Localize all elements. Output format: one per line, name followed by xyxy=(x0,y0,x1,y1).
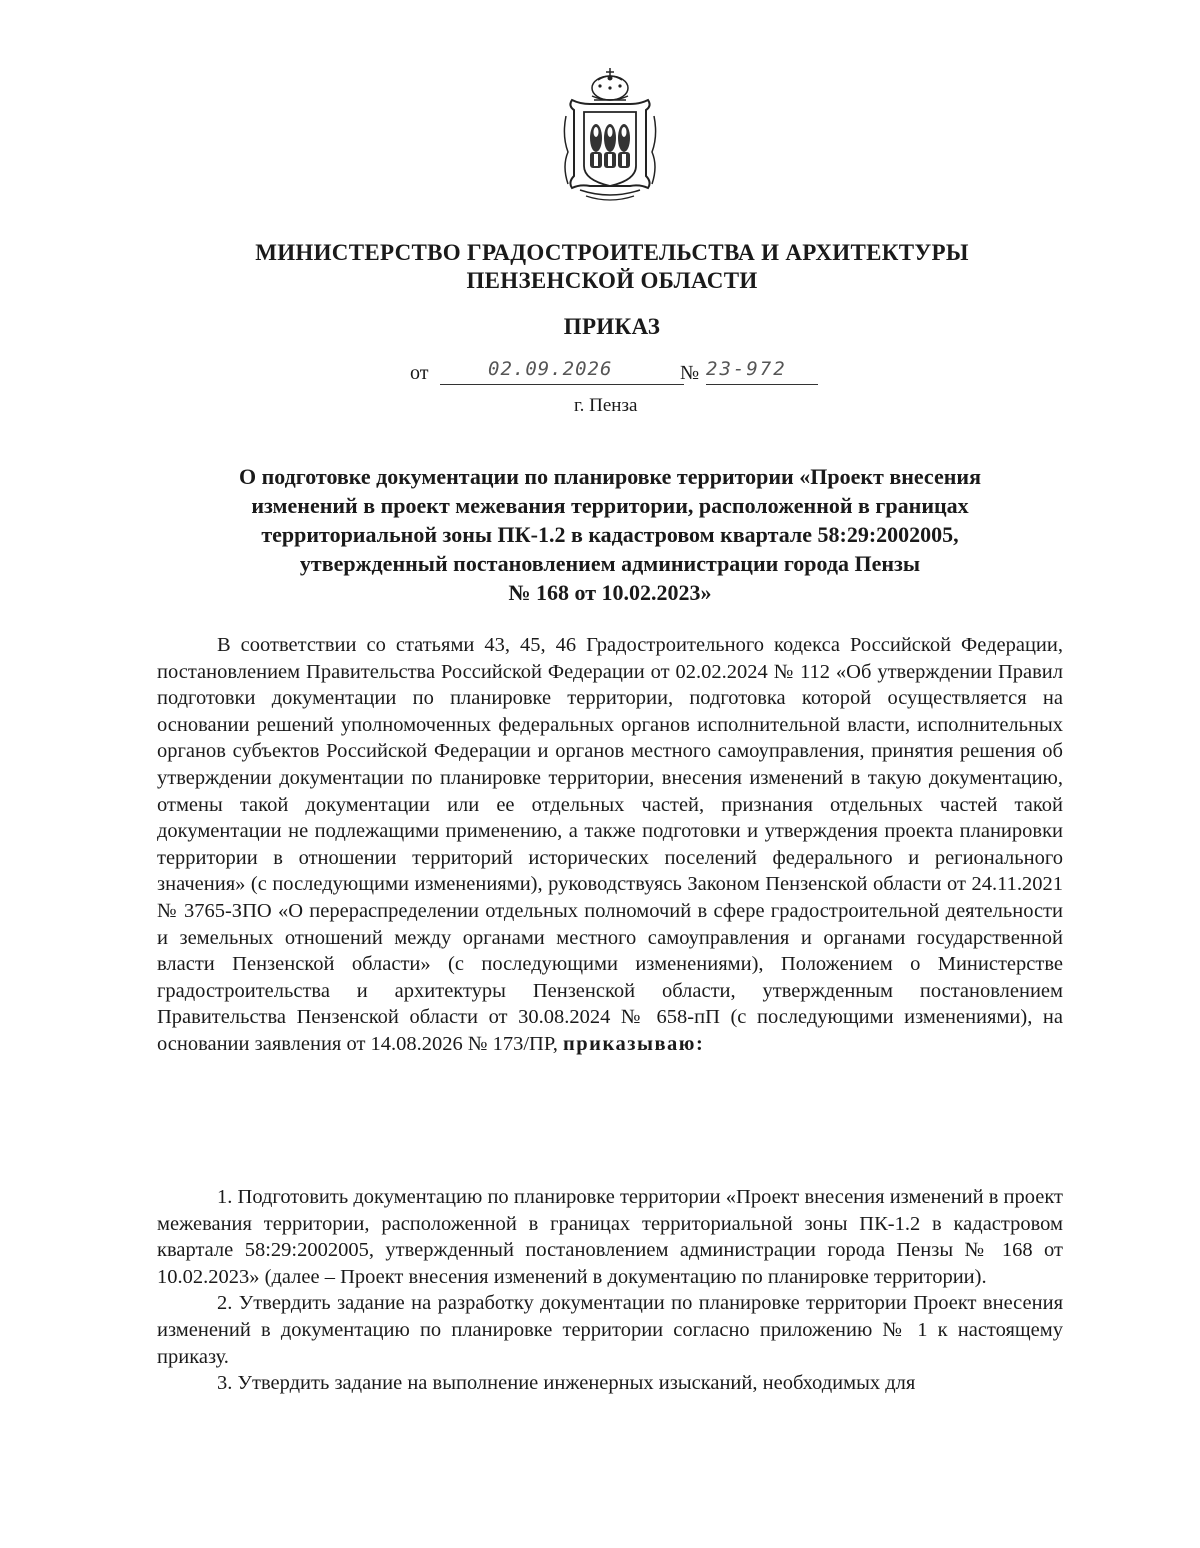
order-item: 2. Утвердить задание на разработку документации по планировке территории Проект внесения изменений в документацию по планировке территории согласно приложению № 1 к настоящему приказу. xyxy=(157,1292,1063,1368)
date-number-row xyxy=(410,358,830,388)
preamble-text: В соответствии со статьями 43, 45, 46 Градостроительного кодекса Российской Федерации, постановлением Правительства Российской Федерации от 02.02.2024 № 112 «Об утверждении Правил подготовки документации по планировке территории, подготовка которой осуществляется на основании решений уполномоченных федеральных органов исполнительной власти, исполнительных органов субъектов Российской Федерации и органов местного самоуправления, принятия решения об утверждении документации по планировке территории, внесения изменений в такую документацию, отмены такой документации или ее отдельных частей, признания отдельных частей такой документации не подлежащими применению, а также подготовки и утверждения проекта планировки территории в отношении территорий исторических поселений федерального и регионального значения» (с последующими изменениями), руководствуясь Законом Пензенской области от 24.11.2021 № 3765-ЗПО «О перераспределении отдельных полномочий в сфере градостроительной деятельности и земельных отношений между органами местного самоуправления и органами государственной власти Пензенской области» (с последующими изменениями), Положением о Министерстве градостроительства и архитектуры Пензенской области, утвержденным постановлением Правительства Пензенской области от 30.08.2024 № 658-пП (с последующими изменениями), на основании заявления от 14.08.2026 № 173/ПР, xyxy=(157,634,1063,1055)
title-line: О подготовке документации по планировке территории «Проект внесения xyxy=(239,464,981,489)
title-line: № 168 от 10.02.2023» xyxy=(508,580,712,605)
title-line: утвержденный постановлением администрации города Пензы xyxy=(299,551,921,576)
order-word: приказываю: xyxy=(562,1032,705,1055)
order-item: 1. Подготовить документацию по планировке территории «Проект внесения изменений в проект межевания территории, расположенной в границах территориальной зоны ПК-1.2 в кадастровом квартале 58:29:2002005, утвержденный постановлением администрации города Пензы № 168 от 10.02.2023» (далее – Проект внесения изменений в документацию по планировке территории). xyxy=(157,1186,1063,1288)
order-item: 3. Утвердить задание на выполнение инженерных изысканий, необходимых для xyxy=(217,1372,916,1395)
number-prefix: № xyxy=(680,362,700,384)
title-line: изменений в проект межевания территории, расположенной в границах xyxy=(251,493,969,518)
handwritten-number: 23-972 xyxy=(706,358,787,380)
date-prefix: от xyxy=(410,362,429,384)
city-name: г. Пенза xyxy=(574,395,638,416)
penza-region-coat-of-arms-emblem xyxy=(560,66,660,206)
preamble-paragraph xyxy=(157,632,1063,1058)
order-items xyxy=(157,1184,1063,1397)
handwritten-date: 02.09.2026 xyxy=(488,358,613,380)
title-line: территориальной зоны ПК-1.2 в кадастровом квартале 58:29:2002005, xyxy=(261,522,959,547)
ministry-name-line1: МИНИСТЕРСТВО ГРАДОСТРОИТЕЛЬСТВА И АРХИТЕКТУРЫ xyxy=(255,240,969,265)
ministry-name-line2: ПЕНЗЕНСКОЙ ОБЛАСТИ xyxy=(466,268,758,293)
document-type-heading: ПРИКАЗ xyxy=(563,314,661,339)
order-title xyxy=(160,462,1060,607)
